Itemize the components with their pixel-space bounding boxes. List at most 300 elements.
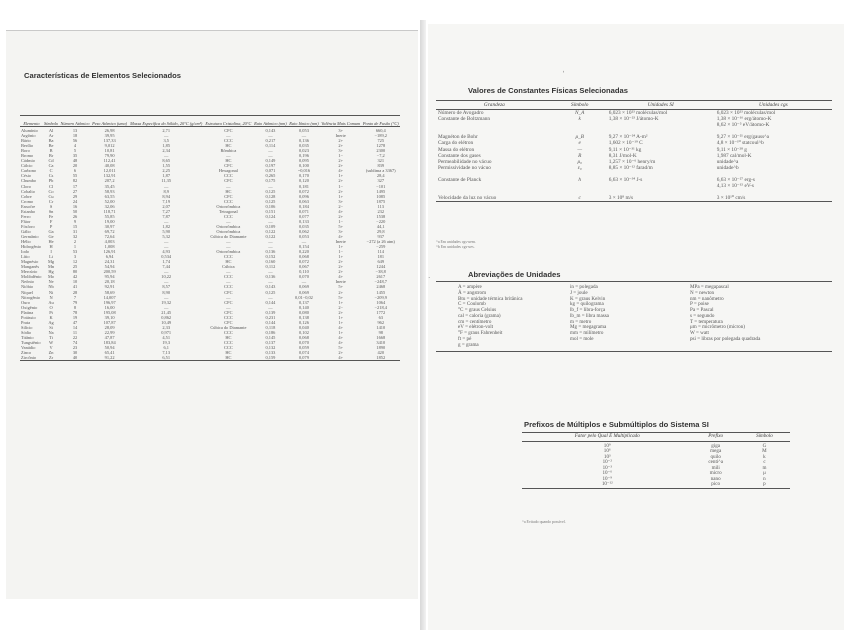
table-cell: 35,45 — [104, 183, 115, 189]
table-cell: 0,068 — [299, 334, 309, 340]
table-cell: Ge — [48, 233, 54, 239]
table-cell: 660,4 — [375, 128, 386, 133]
table-cell: unidade^a — [716, 158, 739, 165]
table-cell: O — [49, 304, 53, 310]
table-cell: 4+ — [338, 233, 344, 239]
abbreviation: in = polegada — [570, 284, 598, 290]
abbreviation: Mg = megagrama — [570, 324, 607, 331]
scan-speck: · — [428, 274, 431, 282]
table-cell: 6,63 × 10⁻²⁷ erg-s — [716, 176, 755, 183]
table-cell: 4+ — [338, 334, 344, 340]
abbreviation: P = poise — [690, 301, 709, 308]
table-cell: Cúbica do Diamante — [210, 324, 247, 330]
table-cell: 8 — [73, 304, 77, 310]
table-cell: 19,32 — [161, 299, 172, 305]
table-cell: 79 — [72, 299, 78, 305]
abbreviation: T = temperatura — [690, 318, 723, 325]
table-cell: — — [268, 183, 273, 189]
table-cell: 0,120 — [299, 178, 309, 184]
table-cell: Magnésio — [21, 259, 39, 265]
table-cell: Berílio — [21, 143, 34, 149]
table-cell: CFC — [224, 299, 233, 305]
abbreviation: A = ampère — [458, 284, 482, 290]
table-cell: Cobre — [21, 193, 32, 199]
table-cell: 649 — [377, 259, 385, 265]
table-cell: Cr — [48, 198, 54, 204]
table-cell: — — [268, 218, 273, 224]
table-cell: Hg — [48, 269, 54, 275]
table-cell: 0,114 — [265, 143, 276, 149]
scan-speck: ˌ — [562, 62, 566, 73]
table-cell: 1772 — [376, 309, 386, 315]
table-cell: Cloro — [21, 183, 32, 189]
table-cell: 26 — [72, 213, 78, 219]
table-cell: 10⁹ — [603, 442, 611, 449]
table-cell: 1875 — [376, 198, 386, 204]
abbreviation: J = joule — [570, 289, 588, 296]
table-cell: 200,59 — [103, 269, 116, 275]
table-cell: k — [578, 116, 581, 123]
table-cell: 80 — [72, 269, 78, 275]
table-cell: 2+ — [338, 178, 344, 184]
table-cell: 0,112 — [265, 264, 276, 270]
table-cell: 16,00 — [104, 304, 115, 310]
table-cell: — — [164, 279, 169, 285]
table-cell: 19,3 — [162, 339, 171, 345]
table-cell: 22,99 — [104, 329, 115, 335]
table-cell: 6,51 — [162, 355, 171, 361]
table-cell: — — [268, 133, 273, 139]
table-cell: 9 — [73, 218, 77, 224]
table-cell: 1890 — [376, 345, 386, 351]
table-cell: Titânio — [21, 334, 34, 340]
abbreviation: °C = graus Celsius — [458, 307, 497, 313]
table-cell: centi^a — [708, 459, 723, 465]
table-cell: 31 — [72, 228, 78, 234]
table-cell: Si — [49, 324, 53, 330]
table-cell: 0,149 — [265, 158, 276, 164]
table-cell: 0,096 — [299, 193, 309, 199]
table-cell: 1+ — [338, 173, 344, 179]
column-header: Unidades cgs — [759, 102, 788, 108]
table-cell: 0,136 — [265, 274, 276, 280]
table-cell: Mg — [48, 259, 55, 265]
table-cell: 0,136 — [265, 249, 276, 255]
table-cell: 55,85 — [104, 213, 115, 219]
table-cell: 1+ — [338, 254, 344, 260]
table-cell: Nitrogênio — [21, 294, 41, 300]
table-cell: 28,09 — [104, 324, 115, 330]
table-cell: 3410 — [376, 339, 386, 345]
table-cell: Cl — [48, 183, 54, 189]
table-cell: Potássio — [21, 314, 36, 320]
table-cell: Ga — [48, 228, 54, 234]
table-cell: Cálcio — [21, 163, 33, 169]
table-cell: K — [49, 314, 53, 320]
table-cell: Gálio — [21, 228, 31, 234]
table-cell: HC — [225, 143, 232, 149]
table-cell: 7,44 — [162, 264, 171, 270]
table-cell: 207,2 — [104, 178, 115, 184]
column-header: Símbolo — [571, 102, 589, 108]
table-cell: 0,971 — [161, 329, 172, 335]
table-cell: 5+ — [338, 345, 344, 351]
table-cell: Manganês — [21, 264, 40, 270]
table-cell: 16 — [72, 203, 78, 209]
table-cell: 2+ — [338, 350, 344, 356]
table-cell: 82 — [72, 178, 78, 184]
table-cell: 0,145 — [265, 334, 276, 340]
table-cell: 12 — [72, 259, 78, 265]
abbreviation: s = segundo — [690, 312, 715, 319]
table-cell: 2,07 — [162, 203, 171, 209]
table-cell: 0,181 — [299, 183, 309, 189]
table-cell: 4+ — [338, 324, 344, 330]
table-cell: 12,011 — [103, 168, 116, 174]
table-cell: M — [762, 448, 767, 454]
table-cell: 114 — [377, 249, 384, 255]
table-cell: Carga do elétron — [438, 140, 474, 147]
table-cell: 5 — [73, 148, 77, 154]
table-cell: 32 — [72, 233, 78, 239]
column-header: Número Atômico — [60, 121, 90, 126]
table-cell: — — [268, 279, 273, 285]
table-cell: 0,152 — [265, 254, 276, 260]
abbreviation: μm = micrômetro (mícron) — [690, 324, 745, 331]
column-header: Grandeza — [483, 102, 505, 108]
table-cell: 0,122 — [265, 233, 276, 239]
table-cell: −220 — [376, 218, 386, 224]
table-cell: Cromo — [21, 198, 34, 204]
table-cell: 0,102 — [299, 329, 309, 335]
table-cell: 107,87 — [103, 319, 116, 325]
abbreviation — [569, 343, 689, 352]
table-cell: 0,053 — [299, 233, 309, 239]
table-cell: Ferro — [21, 213, 31, 219]
table-cell: Inerte — [335, 279, 346, 285]
table-cell: 35 — [72, 153, 78, 159]
table-cell: 8,65 — [162, 158, 171, 164]
table-cell: 0,126 — [299, 319, 309, 325]
table-cell: μ₀ — [577, 158, 582, 165]
table-cell: 4+ — [338, 208, 344, 214]
table-cell: Cu — [48, 193, 54, 199]
abbreviation: eV = elétron-volt — [458, 324, 494, 331]
table-cell: 10⁻³ — [602, 464, 612, 471]
table-cell: 3 × 10¹⁰ cm/s — [716, 195, 746, 202]
table-cell: CFC — [224, 163, 233, 169]
table-cell: — — [226, 183, 231, 189]
table-cell: Cobalto — [21, 188, 35, 194]
table-cell: 6,63 × 10⁻³⁴ J-s — [608, 176, 643, 183]
abbreviation: lb_f = libra-força — [570, 307, 606, 313]
table-cell: 95,94 — [104, 274, 115, 280]
table-cell: 6,023 × 10²³ moléculas/mol — [608, 110, 668, 117]
table-cell: −189,2 — [374, 133, 387, 139]
table-cell: Fe — [48, 213, 54, 219]
table-cell: — — [301, 133, 307, 139]
table-cell: 3+ — [338, 148, 344, 154]
table-cell: 0,196 — [299, 153, 309, 159]
table-cell: 42 — [72, 274, 78, 280]
table-cell: 1495 — [376, 188, 386, 194]
table-cell: 3+ — [338, 128, 344, 133]
table-cell: 0,062 — [299, 228, 309, 234]
table-cell: 0,534 — [161, 254, 172, 260]
table-cell: 18 — [72, 133, 78, 139]
table-cell: 1,987 cal/mol-K — [716, 152, 752, 159]
abbreviation: Å = angstrom — [458, 289, 487, 296]
table-cell: 1410 — [376, 324, 386, 330]
table-cell: Hexagonal — [218, 168, 238, 174]
table-cell: Tetragonal — [219, 208, 238, 214]
table-cell: CFC — [224, 319, 233, 325]
table-cell: 0,067 — [299, 264, 309, 270]
table-cell: Ba — [48, 138, 54, 144]
table-cell: n — [763, 475, 766, 482]
table-cell: Velocidade da luz no vácuo — [438, 195, 497, 202]
table-cell: 0,074 — [299, 350, 309, 356]
table-cell: 20 — [72, 163, 78, 169]
table-cell: 4,003 — [104, 239, 115, 245]
table-cell: 1,87 — [162, 173, 171, 179]
table-cell: 92,91 — [104, 284, 115, 290]
table-cell: Alumínio — [21, 128, 38, 133]
table-cell: 1085 — [376, 193, 386, 199]
table-cell: c — [578, 195, 581, 202]
table-cell: S — [49, 203, 53, 209]
table-cell: — — [268, 148, 273, 154]
table-cell: 0,128 — [265, 193, 276, 199]
table-cell: 0,095 — [299, 158, 309, 164]
table-cell: Ag — [48, 319, 54, 325]
table-cell: 0,143 — [265, 128, 276, 133]
table-cell: Inerte — [335, 133, 346, 139]
table-cell: Cúbica do Diamante — [210, 233, 247, 239]
table-cell: 78 — [72, 309, 78, 315]
table-cell: c — [763, 459, 766, 465]
constants-title: Valores de Constantes Físicas Selecionadas — [468, 86, 628, 95]
table-cell: 30,97 — [104, 223, 115, 229]
table-cell: 9,27 × 10⁻²⁴ A-m² — [608, 134, 648, 141]
table-cell: 1,602 × 10⁻¹⁹ C — [608, 140, 643, 147]
table-cell: 3 × 10⁸ m/s — [608, 195, 634, 202]
table-cell: 2,33 — [162, 324, 171, 330]
table-cell: h — [578, 176, 582, 183]
prefixes-note: ^a Evitado quando possível. — [522, 520, 566, 524]
table-cell: 1244 — [376, 264, 386, 270]
table-cell: 0,143 — [265, 284, 276, 290]
table-cell: 2,34 — [162, 148, 171, 154]
table-cell: 50 — [72, 208, 78, 214]
table-cell: 7,27 — [162, 208, 171, 214]
table-cell: 0,068 — [299, 254, 309, 260]
table-cell: 3+ — [338, 228, 344, 234]
table-cell: 0,069 — [299, 289, 309, 295]
table-cell: (sublima a 3367) — [365, 168, 396, 174]
table-cell: Ti — [49, 334, 53, 340]
table-cell: CCC — [223, 254, 233, 260]
table-cell: 0,072 — [299, 259, 309, 265]
table-cell: Inerte — [335, 239, 346, 245]
table-cell: — — [164, 218, 169, 224]
table-cell: 1+ — [338, 314, 344, 320]
column-header: Símbolo — [44, 121, 59, 126]
table-cell: 17 — [72, 183, 78, 189]
table-cell: 8,85 × 10⁻¹² farad/m — [608, 164, 653, 171]
table-cell: Estanho — [21, 208, 36, 214]
table-cell: 10⁻⁹ — [602, 475, 613, 482]
table-cell: 2,25 — [162, 168, 171, 174]
table-cell: nano — [710, 475, 721, 482]
table-cell: Ar — [48, 133, 54, 139]
elements-table-title: Características de Elementos Selecionados — [24, 71, 182, 80]
prefixes-title: Prefixos de Múltiplos e Submúltiplos do Sistema SI — [524, 420, 709, 429]
table-cell: 0,125 — [265, 188, 276, 194]
table-cell: 19 — [72, 314, 78, 320]
table-cell: 112,41 — [103, 158, 116, 164]
table-cell: 28 — [72, 289, 78, 295]
table-cell: 40 — [72, 355, 78, 361]
table-cell: 1,82 — [162, 223, 171, 229]
table-cell: 181 — [377, 254, 385, 260]
table-cell: CCC — [223, 345, 233, 351]
table-cell: 0,023 — [299, 148, 309, 154]
table-cell: N_A — [575, 110, 585, 117]
table-cell: 8,31 J/mol-K — [608, 152, 637, 159]
table-cell: 47,87 — [104, 334, 115, 340]
table-cell: 9,27 × 10⁻²¹ erg/gauss^a — [716, 134, 769, 141]
table-cell: 14,007 — [103, 294, 116, 300]
table-cell: 118,71 — [103, 208, 116, 214]
table-cell: — — [164, 244, 169, 250]
table-cell: 0,139 — [265, 309, 276, 315]
table-cell: Zn — [48, 350, 54, 356]
table-cell: 24 — [72, 198, 78, 204]
table-cell: 4,8 × 10⁻¹⁰ statcoul^b — [716, 140, 764, 147]
table-cell: Prata — [21, 319, 31, 325]
table-cell: Mo — [48, 274, 55, 280]
table-row — [436, 189, 832, 202]
table-cell: Níquel — [21, 289, 33, 295]
table-cell: 10 — [72, 279, 78, 285]
table-cell: 0,122 — [265, 228, 276, 234]
table-cell: 183,84 — [103, 339, 116, 345]
table-cell: CCC — [223, 314, 233, 320]
table-cell: HC — [225, 188, 232, 194]
table-cell: — — [164, 304, 169, 310]
abbreviation: W = watt — [690, 330, 709, 336]
table-cell: Massa do elétron — [438, 146, 475, 153]
table-cell: m — [762, 464, 767, 471]
table-cell: 1064 — [376, 299, 386, 305]
table-cell: 0,079 — [299, 355, 309, 361]
table-cell: 1− — [338, 218, 344, 224]
table-cell: 0,159 — [265, 355, 276, 361]
abbreviation: mol = mole — [570, 335, 594, 342]
table-cell: 2+ — [338, 264, 344, 270]
table-cell: HC — [225, 350, 232, 356]
prefixes-table — [522, 433, 790, 489]
table-cell: −209,9 — [374, 294, 387, 300]
table-cell: 1,38 × 10⁻²³ J/átomo-K — [608, 116, 659, 123]
table-cell: 8,62 × 10⁻⁵ eV/átomo-K — [716, 122, 770, 129]
table-cell: 0,125 — [265, 198, 276, 204]
table-cell: 6,94 — [105, 254, 114, 260]
table-cell: 0,01−0,02 — [295, 294, 313, 300]
table-cell: mili — [711, 464, 720, 471]
table-cell: pico — [711, 481, 721, 487]
table-cell: 0,063 — [299, 198, 309, 204]
table-cell: H — [49, 244, 53, 250]
abbreviation: °F = graus Fahrenheit — [458, 330, 503, 336]
table-cell: 10⁻² — [602, 459, 612, 465]
table-cell: 0,160 — [265, 259, 276, 265]
table-cell: Hélio — [21, 239, 31, 245]
table-cell: Co — [48, 188, 54, 194]
table-cell: 4+ — [338, 274, 344, 280]
table-cell: 0,170 — [299, 173, 309, 179]
table-cell: 0,137 — [299, 299, 309, 305]
table-cell: 0,035 — [299, 143, 309, 149]
table-cell: Número de Avogadro — [438, 110, 484, 117]
table-cell: Cd — [48, 158, 54, 164]
table-cell: CCC — [223, 138, 233, 144]
table-cell: 2,71 — [162, 128, 171, 133]
table-cell: Cádmio — [21, 158, 35, 164]
table-cell: — — [301, 279, 307, 285]
table-cell: Argônio — [21, 133, 36, 139]
table-cell: CCC — [223, 213, 233, 219]
table-cell: 15 — [72, 223, 78, 229]
table-cell: −38,8 — [375, 269, 386, 275]
table-cell: 9,11 × 10⁻³¹ kg — [608, 146, 642, 153]
table-cell: Oxigênio — [21, 304, 38, 310]
table-cell: 327 — [377, 178, 385, 184]
table-cell: 0,053 — [299, 128, 309, 133]
table-cell: 56 — [72, 138, 78, 144]
table-cell: −218,4 — [374, 304, 387, 310]
table-cell: 0,040 — [299, 324, 309, 330]
table-cell: Cs — [48, 173, 54, 179]
table-cell: 232 — [377, 208, 385, 214]
column-header: Ponto de Fusão (°C) — [362, 121, 399, 126]
table-cell: 1,38 × 10⁻¹⁶ erg/átomo-K — [716, 116, 772, 123]
table-cell: Cúbica — [222, 264, 235, 270]
table-cell: 0,071 — [299, 208, 309, 214]
table-cell: 2+ — [338, 213, 344, 219]
table-cell: HC — [225, 334, 232, 340]
table-cell: Ni — [48, 289, 54, 295]
table-cell: CFC — [224, 178, 233, 184]
table-cell: 63 — [378, 314, 383, 320]
table-cell: Ortorrômbica — [216, 228, 241, 234]
table-cell: 5+ — [338, 223, 344, 229]
table-cell: Ortorrômbica — [216, 223, 241, 229]
abbreviation: psi = libras por polegada quadrada — [690, 335, 761, 342]
table-cell: 0,077 — [299, 213, 309, 219]
table-cell: — — [226, 133, 231, 139]
table-cell: N — [49, 294, 53, 300]
table-cell: p — [763, 481, 766, 487]
table-cell: 44,1 — [376, 223, 385, 229]
table-cell: CCC — [223, 329, 233, 335]
table-cell: P — [49, 223, 53, 229]
table-cell: Sódio — [21, 329, 32, 335]
table-cell: — — [164, 239, 169, 245]
table-cell: Sn — [48, 208, 54, 214]
table-cell: 0,133 — [299, 218, 309, 224]
